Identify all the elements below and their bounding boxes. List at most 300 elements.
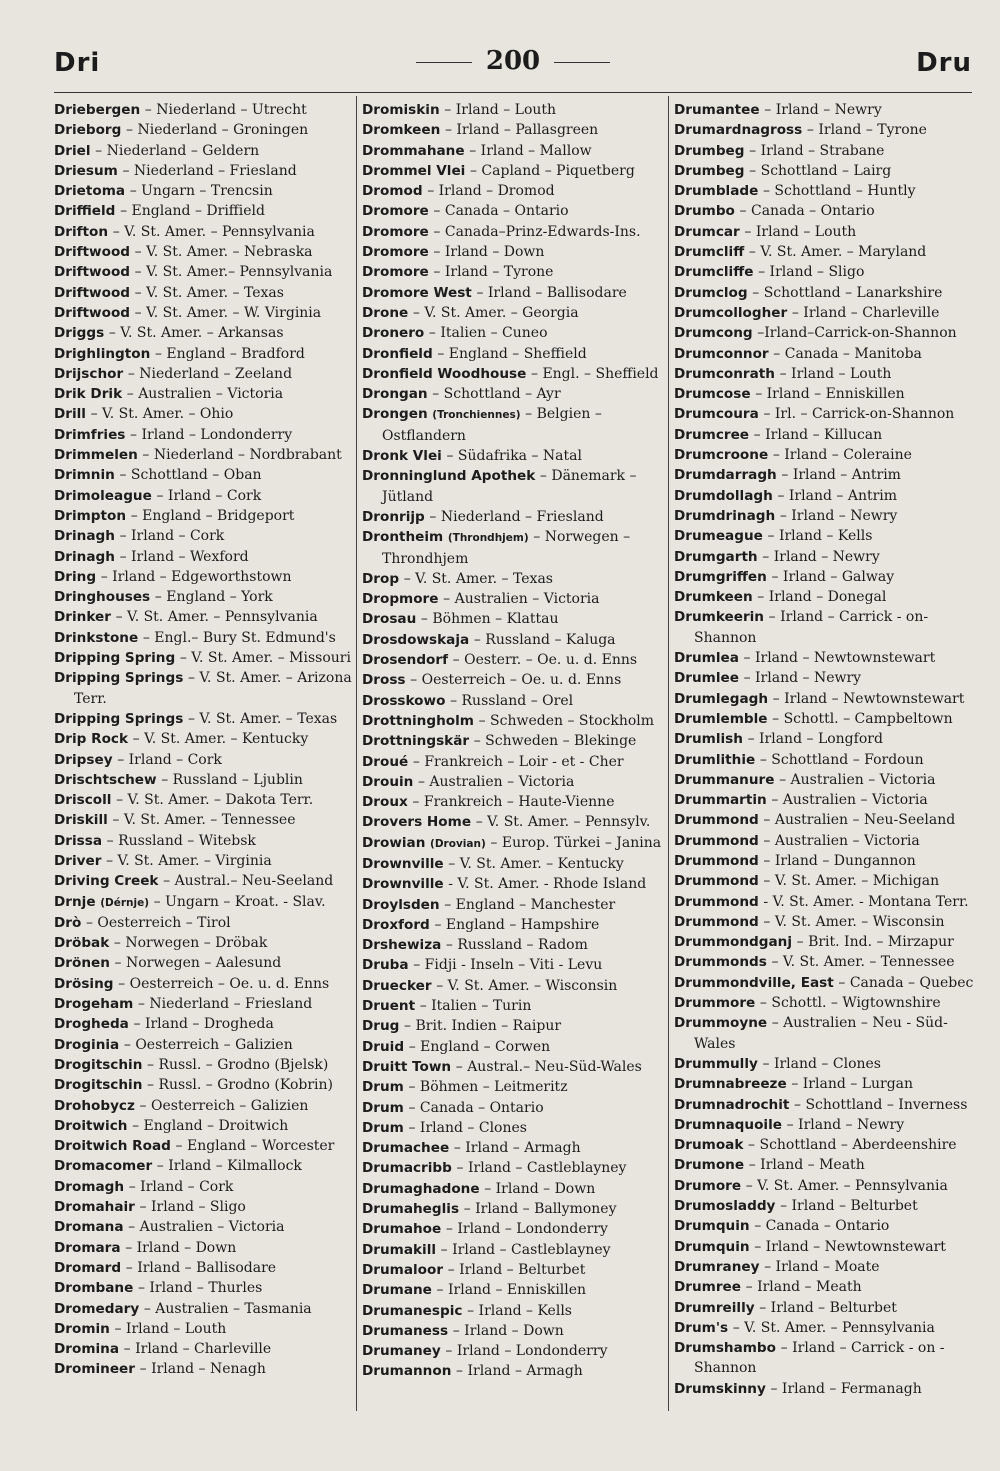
column-divider — [668, 96, 669, 1411]
entry-headword: Drighlington — [54, 345, 151, 362]
entry-headword: Drumannon — [362, 1363, 452, 1380]
entry-location: – V. St. Amer. – Pennsylvania — [745, 1177, 948, 1194]
entry-location: – Irland – Fermanagh — [770, 1380, 922, 1397]
gazetteer-entry — [362, 1219, 664, 1239]
gazetteer-entry — [362, 976, 664, 996]
gazetteer-entry — [362, 711, 664, 731]
entry-location: – Irland – Drogheda — [133, 1016, 274, 1033]
entry-headword: Drissa — [54, 832, 103, 849]
entry-headword: Dromore — [362, 223, 429, 240]
entry-location: – England – Driffield — [120, 203, 265, 220]
entry-location: – Russland – Radom — [445, 937, 588, 954]
entry-headword: Druecker — [362, 977, 432, 994]
entry-headword: Druitt Town — [362, 1058, 452, 1075]
gazetteer-entry — [362, 446, 664, 466]
entry-headword: Drummond — [674, 832, 759, 849]
entry-headword: Drowian — [362, 834, 426, 851]
entry-headword: Dromagh — [54, 1178, 125, 1195]
entry-location: – Irland – Ballisodare — [476, 284, 627, 301]
entry-headword: Driskill — [54, 812, 108, 829]
entry-location: – England – Hampshire — [434, 916, 600, 933]
gazetteer-entry — [54, 1055, 352, 1075]
entry-location: – Irland – Cork — [156, 487, 262, 504]
gazetteer-entry — [362, 935, 664, 955]
entry-headword: Drumlegagh — [674, 690, 769, 707]
gazetteer-entry — [54, 364, 352, 384]
entry-location: – Niederland – Nordbrabant — [142, 447, 342, 464]
entry-location: – Irland – Ballymoney — [463, 1201, 617, 1218]
entry-location: – Australien – Victoria — [443, 591, 600, 608]
gazetteer-entry — [54, 607, 352, 627]
entry-headword: Drumlish — [674, 731, 743, 748]
gazetteer-entry — [674, 1054, 974, 1074]
entry-headword: Druba — [362, 957, 409, 974]
entry-headword: Drumlee — [674, 670, 739, 687]
entry-headword: Droux — [362, 794, 408, 811]
entry-location: – Russland – Witebsk — [106, 832, 256, 849]
entry-headword: Drimpton — [54, 507, 127, 524]
gazetteer-entry — [362, 895, 664, 915]
entry-headword: Drumakill — [362, 1241, 437, 1258]
entry-headword: Drumgarth — [674, 548, 758, 565]
gazetteer-entry — [54, 892, 352, 913]
gazetteer-entry — [54, 1217, 352, 1237]
entry-headword: Drò — [54, 914, 82, 931]
gazetteer-entry — [362, 262, 664, 282]
entry-location: – Schottland – Oban — [119, 467, 262, 484]
entry-alt-name: (Drovian) — [430, 837, 486, 850]
entry-headword: Drummonds — [674, 954, 767, 971]
entry-headword: Dronk Vlei — [362, 448, 442, 465]
entry-headword: Driscoll — [54, 792, 112, 809]
gazetteer-entry — [54, 974, 352, 994]
entry-location: – England – Manchester — [444, 896, 616, 913]
header-dash-right — [554, 62, 610, 63]
entry-location: – Schweden – Blekinge — [473, 733, 637, 750]
entry-location: – Irland – Londonderry — [445, 1221, 608, 1238]
entry-headword: Dripping Spring — [54, 650, 176, 667]
gazetteer-entry — [362, 915, 664, 935]
gazetteer-entry — [54, 526, 352, 546]
entry-location: – Australien – Victoria — [779, 771, 936, 788]
entry-headword: Drumquin — [674, 1238, 750, 1255]
entry-location: – Niederland – Friesland — [122, 162, 297, 179]
entry-location: – Irland – Down — [125, 1239, 237, 1256]
gazetteer-entry — [362, 1301, 664, 1321]
entry-location: – V. St. Amer. – Tennessee — [771, 954, 955, 971]
gazetteer-entry — [362, 1138, 664, 1158]
entry-location: – V. St. Amer. – Pennsylvania — [112, 223, 315, 240]
entry-headword: Drummond — [674, 812, 759, 829]
entry-location: – Oesterreich – Oe. u. d. Enns — [118, 975, 330, 992]
entry-location: – England – Bridgeport — [130, 507, 295, 524]
gazetteer-entry — [54, 283, 352, 303]
entry-location: – Capland – Piquetberg — [469, 162, 635, 179]
entry-location: – Oesterr. – Oe. u. d. Enns — [452, 652, 638, 669]
entry-location: – Canada – Ontario — [408, 1099, 544, 1116]
gazetteer-entry — [362, 466, 664, 507]
entry-headword: Drottningskär — [362, 733, 470, 750]
entry-location: – Austral.– Neu-Seeland — [163, 873, 334, 890]
entry-headword: Drumnadrochit — [674, 1096, 790, 1113]
entry-location: – Irland – Sligo — [139, 1199, 246, 1216]
gazetteer-entry — [54, 1116, 352, 1136]
entry-location: – Niederland – Utrecht — [144, 102, 307, 118]
gazetteer-entry — [362, 854, 664, 874]
gazetteer-entry — [362, 181, 664, 201]
entry-headword: Dromore — [362, 203, 429, 220]
entry-headword: Drnje — [54, 893, 96, 910]
gazetteer-entry — [54, 628, 352, 648]
entry-location: – V. St. Amer.– Pennsylvania — [134, 264, 333, 281]
entry-headword: Drinkstone — [54, 629, 139, 646]
gazetteer-entry — [362, 609, 664, 629]
entry-headword: Drumantee — [674, 102, 760, 118]
entry-headword: Dripping Springs — [54, 710, 184, 727]
gazetteer-entry — [54, 567, 352, 587]
entry-location: – Irland – Newtownstewart — [743, 650, 936, 667]
entry-headword: Dromin — [54, 1320, 110, 1337]
gazetteer-entry — [54, 790, 352, 810]
entry-location: – Canada – Ontario — [433, 203, 569, 220]
entry-headword: Dross — [362, 672, 406, 689]
gazetteer-entry — [674, 201, 974, 221]
gazetteer-entry — [674, 404, 974, 424]
entry-location: – Irland – Cork — [128, 1178, 234, 1195]
gazetteer-entry — [54, 770, 352, 790]
entry-location: – Böhmen – Leitmeritz — [408, 1079, 568, 1096]
entry-location: – Irland – Edgeworthstown — [100, 568, 292, 585]
entry-alt-name: (Throndhjem) — [447, 532, 529, 545]
gazetteer-entry — [674, 465, 974, 485]
entry-headword: Drik Drik — [54, 386, 123, 403]
page-number-block — [54, 46, 972, 76]
entry-headword: Dromard — [54, 1259, 122, 1276]
entry-headword: Droxford — [362, 916, 430, 933]
entry-headword: Dringhouses — [54, 589, 151, 606]
entry-headword: Drimmelen — [54, 447, 138, 464]
entry-location: – Canada – Manitoba — [773, 345, 922, 362]
entry-location: – V. St. Amer. – Michigan — [763, 873, 940, 890]
entry-location: – Canada – Quebec — [838, 974, 974, 991]
entry-headword: Dronninglund Apothek — [362, 468, 536, 485]
entry-location: – V. St. Amer. – Pennsylvania — [732, 1319, 935, 1336]
gazetteer-entry — [54, 953, 352, 973]
gazetteer-entry — [362, 344, 664, 364]
entry-location: – Schottland – Lairg — [749, 162, 892, 179]
gazetteer-entry — [54, 1177, 352, 1197]
gazetteer-entry — [54, 750, 352, 770]
entry-headword: Drumkeen — [674, 589, 753, 606]
entry-location: – Irland – Londonderry — [130, 426, 293, 443]
gazetteer-entry — [54, 1197, 352, 1217]
entry-location: - V. St. Amer. - Rhode Island — [448, 876, 647, 893]
entry-headword: Dring — [54, 568, 97, 585]
entry-headword: Drinagh — [54, 528, 115, 545]
entry-location: – Russl. – Grodno (Kobrin) — [147, 1077, 333, 1094]
gazetteer-entry — [362, 955, 664, 975]
gazetteer-entry — [54, 303, 352, 323]
gazetteer-entry — [674, 181, 974, 201]
entry-headword: Drumcoura — [674, 406, 759, 423]
gazetteer-entry — [674, 1135, 974, 1155]
entry-headword: Dromod — [362, 183, 423, 200]
entry-headword: Drumdollagh — [674, 487, 773, 504]
gazetteer-entry — [362, 100, 664, 120]
entry-location: – V. St. Amer. – Maryland — [748, 244, 927, 261]
entry-headword: Dromina — [54, 1341, 120, 1358]
gazetteer-entry — [362, 1341, 664, 1361]
entry-headword: Droué — [362, 753, 409, 770]
gazetteer-entry — [362, 384, 664, 404]
gazetteer-entry — [674, 851, 974, 871]
entry-location: – V. St. Amer. – Pennsylv. — [475, 814, 651, 831]
entry-location: – Irland – Wexford — [119, 548, 249, 565]
gazetteer-entry — [362, 1158, 664, 1178]
entry-location: – Oesterreich – Oe. u. d. Enns — [410, 672, 622, 689]
entry-location: – Irland – Moate — [764, 1258, 880, 1275]
entry-headword: Drinker — [54, 609, 111, 626]
entry-headword: Droylsden — [362, 896, 440, 913]
gazetteer-entry — [674, 1115, 974, 1135]
entry-location: – Irland – Louth — [444, 102, 557, 118]
gazetteer-entry — [54, 425, 352, 445]
entry-headword: Drumlithie — [674, 751, 756, 768]
entry-location: – Niederland – Friesland — [137, 996, 313, 1013]
gazetteer-entry — [362, 1016, 664, 1036]
entry-location: – Norwegen – Throndhjem — [382, 529, 631, 567]
gazetteer-entry — [362, 812, 664, 832]
gazetteer-entry — [54, 668, 352, 709]
entry-alt-name: (Dérnje) — [100, 896, 149, 909]
entry-location: – Italien – Turin — [419, 998, 532, 1015]
entry-headword: Drill — [54, 406, 86, 423]
entry-location: – Irland – Cork — [119, 528, 225, 545]
entry-location: – Europ. Türkei – Janina — [490, 834, 662, 851]
entry-headword: Drummond — [674, 873, 759, 890]
entry-location: – V. St. Amer. – Nebraska — [134, 244, 313, 261]
gazetteer-entry — [54, 100, 352, 120]
entry-headword: Drug — [362, 1018, 400, 1035]
entry-headword: Drinagh — [54, 548, 115, 565]
gazetteer-entry — [674, 1196, 974, 1216]
entry-headword: Drumaghadone — [362, 1180, 480, 1197]
gazetteer-entry — [674, 831, 974, 851]
entry-headword: Dripsey — [54, 751, 113, 768]
column-divider — [356, 96, 357, 1411]
entry-location: – Niederland – Zeeland — [127, 365, 293, 382]
entry-location: – Irland – Belturbet — [780, 1198, 918, 1215]
gazetteer-entry — [362, 589, 664, 609]
gazetteer-entry — [674, 344, 974, 364]
entry-location: – Engl. – Sheffield — [531, 365, 659, 382]
gazetteer-entry — [362, 507, 664, 527]
gazetteer-entry — [674, 729, 974, 749]
entry-headword: Drumconnor — [674, 345, 769, 362]
entry-headword: Drumdrinagh — [674, 507, 776, 524]
entry-headword: Drummartin — [674, 792, 767, 809]
gazetteer-entry — [362, 792, 664, 812]
entry-location: – Australien – Neu-Seeland — [763, 812, 956, 829]
entry-headword: Drum — [362, 1099, 404, 1116]
entry-headword: Dromore — [362, 264, 429, 281]
entry-headword: Dronrijp — [362, 508, 425, 525]
entry-location: – Australien – Victoria — [417, 773, 575, 790]
gazetteer-entry — [674, 425, 974, 445]
gazetteer-entry — [674, 1176, 974, 1196]
entry-headword: Drip Rock — [54, 731, 129, 748]
entry-location: – Irland – Enniskillen — [436, 1282, 587, 1299]
gazetteer-entry — [674, 689, 974, 709]
entry-location: – Irland – Lurgan — [791, 1076, 914, 1093]
entry-location: – Canada–Prinz-Edwards-Ins. — [433, 223, 641, 240]
entry-headword: Drogitschin — [54, 1056, 143, 1073]
entry-location: – Irland – Tyrone — [806, 122, 927, 139]
gazetteer-entry — [54, 1035, 352, 1055]
gazetteer-entry — [674, 648, 974, 668]
entry-headword: Drombane — [54, 1280, 134, 1297]
entry-location: – V. St. Amer. – Wisconsin — [436, 977, 618, 994]
entry-location: – Schottland – Aberdeenshire — [748, 1137, 957, 1154]
entry-location: – V. St. Amer. – Ohio — [90, 406, 234, 423]
entry-location: – V. St. Amer. – Arizona Terr. — [74, 670, 352, 707]
gazetteer-entry — [54, 486, 352, 506]
gazetteer-entry — [674, 384, 974, 404]
entry-location: – Irland – Down — [484, 1180, 596, 1197]
entry-headword: Drumacribb — [362, 1160, 452, 1177]
entry-headword: Driftwood — [54, 244, 131, 261]
gazetteer-entry — [674, 526, 974, 546]
entry-headword: Drogeham — [54, 996, 134, 1013]
entry-headword: Drummond — [674, 852, 759, 869]
gazetteer-entry — [54, 1258, 352, 1278]
gazetteer-entry — [674, 262, 974, 282]
gazetteer-entry — [674, 242, 974, 262]
gazetteer-entry — [54, 1299, 352, 1319]
entry-headword: Drumachee — [362, 1140, 450, 1157]
entry-location: – Irland – Enniskillen — [755, 386, 905, 403]
entry-headword: Dromiskin — [362, 102, 440, 118]
entry-headword: Driesum — [54, 162, 118, 179]
entry-headword: Driftwood — [54, 284, 131, 301]
gazetteer-entry — [362, 242, 664, 262]
gazetteer-entry — [54, 913, 352, 933]
column-3 — [674, 100, 974, 1399]
entry-headword: Drovers Home — [362, 814, 472, 831]
entry-location: – Irland – Charleville — [791, 304, 940, 321]
entry-headword: Drummond — [674, 913, 759, 930]
entry-headword: Dromore — [362, 244, 429, 261]
entry-location: – Irland – Newtownstewart — [754, 1238, 946, 1255]
entry-location: – Irland – Belturbet — [447, 1261, 586, 1278]
entry-location: – Irland – Dungannon — [763, 852, 916, 869]
gazetteer-entry — [54, 709, 352, 729]
gazetteer-entry — [362, 1179, 664, 1199]
gazetteer-entry — [674, 1257, 974, 1277]
entry-headword: Dripping Springs — [54, 670, 184, 687]
gazetteer-entry — [362, 731, 664, 751]
entry-headword: Drohobycz — [54, 1097, 135, 1114]
entry-headword: Drumbo — [674, 203, 735, 220]
entry-location: – Oesterreich – Galizien — [123, 1036, 293, 1053]
entry-location: – Südafrika – Natal — [446, 448, 582, 465]
entry-location: – Irland – Kells — [467, 1302, 572, 1319]
gazetteer-entry — [362, 1361, 664, 1381]
entry-location: – Belgien – Ostflandern — [382, 406, 602, 444]
entry-headword: Drumahoe — [362, 1221, 442, 1238]
entry-headword: Drumclog — [674, 284, 748, 301]
entry-headword: Drumane — [362, 1282, 432, 1299]
entry-location: – V. St. Amer. – Missouri — [179, 650, 351, 667]
entry-location: – Russland – Kaluga — [473, 631, 616, 648]
entry-headword: Drumanespic — [362, 1302, 463, 1319]
entry-location: – Canada – Ontario — [754, 1218, 890, 1235]
entry-location: – Frankreich – Haute-Vienne — [412, 794, 615, 811]
gazetteer-entry — [362, 1118, 664, 1138]
gazetteer-entry — [362, 222, 664, 242]
entry-headword: Droginia — [54, 1036, 120, 1053]
gazetteer-entry — [674, 547, 974, 567]
gazetteer-entry — [362, 670, 664, 690]
entry-location: – England – Worcester — [175, 1138, 335, 1155]
entry-location: – V. St. Amer. – Tennessee — [112, 812, 296, 829]
gazetteer-entry — [362, 323, 664, 343]
gazetteer-entry — [674, 1237, 974, 1257]
entry-location: – Irland – Cork — [117, 751, 222, 768]
entry-location: – Irland – Newtownstewart — [772, 690, 965, 707]
entry-headword: Drumraney — [674, 1258, 760, 1275]
gazetteer-entry — [54, 1075, 352, 1095]
entry-headword: Droitwich Road — [54, 1138, 171, 1155]
gazetteer-entry — [362, 1037, 664, 1057]
gazetteer-entry — [362, 1240, 664, 1260]
entry-location: – Irland – Meath — [745, 1279, 862, 1296]
entry-location: – Schottl. – Wigtownshire — [759, 995, 941, 1012]
gazetteer-entry — [362, 201, 664, 221]
gazetteer-entry — [54, 161, 352, 181]
entry-location: – Australien – Neu - Süd-Wales — [694, 1015, 948, 1052]
gazetteer-entry — [54, 141, 352, 161]
entry-headword: Dronfield Woodhouse — [362, 365, 527, 382]
entry-headword: Dromedary — [54, 1300, 140, 1317]
gazetteer-entry — [674, 1318, 974, 1338]
gazetteer-entry — [54, 222, 352, 242]
entry-location: – Irland – Killucan — [753, 426, 883, 443]
entry-headword: Drönen — [54, 955, 110, 972]
entry-location: – Schottland – Fordoun — [759, 751, 924, 768]
entry-headword: Drummanure — [674, 771, 775, 788]
gazetteer-entry — [54, 384, 352, 404]
entry-location: – Brit. Indien – Raipur — [404, 1018, 562, 1035]
gazetteer-entry — [674, 283, 974, 303]
gazetteer-entry — [362, 772, 664, 792]
entry-headword: Drumcose — [674, 386, 751, 403]
gazetteer-entry — [674, 567, 974, 587]
entry-location: – V. St. Amer. – Texas — [403, 570, 553, 587]
entry-location: – Irland – Strabane — [749, 142, 885, 159]
gazetteer-entry — [362, 1057, 664, 1077]
entry-headword: Drum's — [674, 1319, 729, 1336]
entry-location: – Irland – Louth — [779, 365, 892, 382]
gazetteer-entry — [54, 729, 352, 749]
gazetteer-entry — [54, 994, 352, 1014]
gazetteer-entry — [362, 996, 664, 1016]
entry-location: – Irland – Newry — [764, 102, 882, 118]
gazetteer-entry — [674, 1216, 974, 1236]
gazetteer-entry — [674, 161, 974, 181]
entry-headword: Drumgriffen — [674, 568, 767, 585]
entry-location: – Niederland – Friesland — [429, 508, 604, 525]
